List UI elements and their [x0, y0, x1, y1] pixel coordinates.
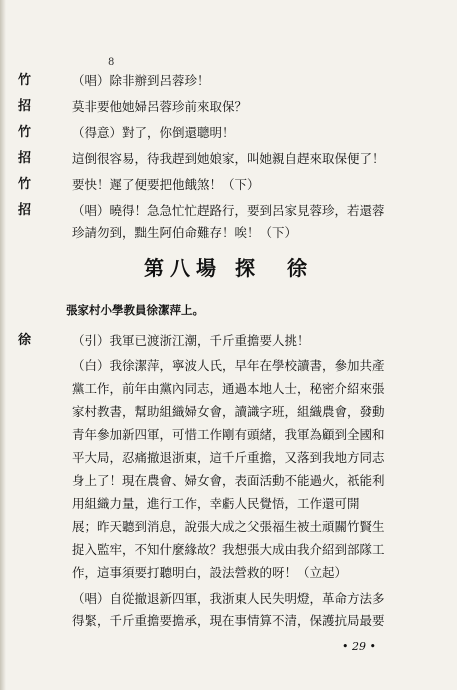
dialogue-text: 要快！遲了便要把他餓煞！（下）: [72, 177, 260, 192]
top-mark: 8: [108, 57, 115, 68]
dialogue-text: （唱）除非辦到呂蓉珍！: [72, 73, 210, 88]
main-text: 捉入監牢，不知什麼緣故？我想張大成由我介紹到部隊工: [72, 542, 385, 557]
main-text: （引）我軍已渡浙江潮，千斤重擔要人挑！: [72, 333, 310, 348]
dialogue-text: 莫非要他她婦呂蓉珍前來取保？: [72, 99, 248, 114]
speaker-label: 竹: [18, 177, 32, 192]
scene-title: 第八場 探 徐: [144, 256, 313, 280]
page-number: • 29 •: [342, 640, 376, 653]
main-text: 作，這事須要打聽明白，設法營救的呀！（立起）: [72, 565, 348, 580]
dialogue-text: （得意）對了，你倒還聰明！: [72, 125, 235, 140]
dialogue-text: （唱）曉得！急急忙忙趕路行，要到呂家見蓉珍，若還蓉: [72, 203, 385, 218]
main-text: 黨工作，前年由黨內同志，通過本地人士，秘密介紹來張: [72, 381, 385, 396]
main-text: （白）我徐潔萍，寧波人氏，早年在學校讀書，參加共產: [72, 358, 385, 373]
main-text: 展；昨天聽到消息，說張大成之父張福生被土頑關竹賢生: [72, 519, 385, 534]
main-text: 平大局，忍痛撤退浙東，這千斤重擔，又落到我地方同志: [72, 450, 385, 465]
page-edge: [0, 0, 6, 690]
dialogue-text: 珍請勿到，黜生阿伯命難存！唉！（下）: [72, 225, 298, 240]
scene-note: 張家村小學教員徐潔萍上。: [66, 303, 204, 317]
main-text: 青年參加新四軍，可惜工作剛有頭緒，我軍為顧到全國和: [72, 427, 385, 442]
main-text: 家村教書，幫助組織婦女會，讀識字班，組織農會，發動: [72, 404, 385, 419]
speaker-label: 招: [18, 151, 32, 166]
main-text: 得緊，千斤重擔要擔承，現在事情算不清，保護抗局最要: [72, 613, 385, 628]
speaker-label: 竹: [18, 73, 32, 88]
speaker-label: 招: [18, 99, 32, 114]
speaker-label: 招: [18, 203, 32, 218]
main-text: 身上了！現在農會、婦女會，表面活動不能過火，祇能利: [72, 473, 385, 488]
speaker-label: 竹: [18, 125, 32, 140]
dialogue-text: 這倒很容易，待我趕到她娘家，叫她親自趕來取保便了！: [72, 151, 385, 166]
main-text: 用組織力量，進行工作，幸虧人民覺悟，工作還可開: [72, 496, 360, 511]
main-text: （唱）自從撤退新四軍，我浙東人民失明燈，革命方法多: [72, 591, 385, 606]
speaker-label: 徐: [18, 333, 32, 348]
